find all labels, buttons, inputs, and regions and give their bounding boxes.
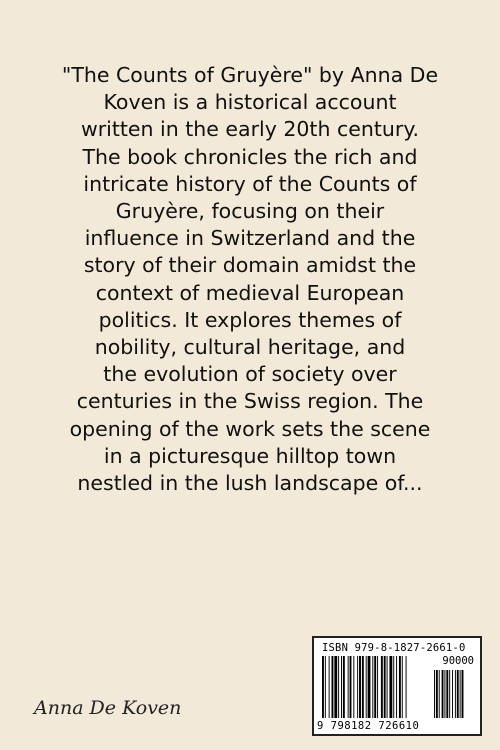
barcode-bar: [389, 656, 392, 718]
barcode-bar: [387, 656, 388, 718]
barcode-addon-bar: [455, 670, 456, 718]
barcode-digits: 9 798182 726610: [317, 720, 420, 732]
barcode-addon-bar: [457, 670, 459, 718]
blurb-line: the evolution of society over: [103, 362, 397, 387]
barcode-bar: [348, 656, 349, 718]
barcode-bar: [322, 656, 324, 718]
barcode-bar: [402, 656, 403, 718]
barcode-bar: [353, 656, 354, 718]
back-cover-blurb: [40, 62, 460, 497]
barcode-addon-bar: [460, 670, 461, 718]
barcode-bar: [362, 656, 364, 718]
blurb-line: context of medieval European: [95, 280, 405, 305]
barcode-bar: [359, 656, 361, 718]
barcode-bar: [341, 656, 342, 718]
barcode-bar: [334, 656, 337, 718]
barcode-bar: [406, 656, 407, 718]
blurb-line: nestled in the lush landscape of...: [77, 471, 423, 496]
blurb-line: opening of the work sets the scene: [69, 416, 431, 441]
barcode-bar: [381, 656, 383, 718]
barcode-bar: [350, 656, 352, 718]
blurb-line: influence in Switzerland and the: [84, 226, 416, 251]
barcode-bars: [322, 656, 477, 720]
blurb-line: Koven is a historical account: [103, 90, 397, 115]
barcode-bar: [374, 656, 376, 718]
barcode-bar: [393, 656, 394, 718]
author-name: Anna De Koven: [34, 697, 182, 719]
barcode-bar: [366, 656, 367, 718]
barcode-addon-bar: [444, 670, 445, 718]
barcode-bar: [372, 656, 373, 718]
blurb-line: The book chronicles the rich and: [82, 144, 418, 169]
blurb-line: in a picturesque hilltop town: [103, 443, 397, 468]
barcode-bar: [384, 656, 386, 718]
barcode-bar: [332, 656, 334, 718]
barcode-bar: [338, 656, 339, 718]
barcode-bar: [357, 656, 358, 718]
barcode-addon-bar: [434, 670, 435, 718]
blurb-line: story of their domain amidst the: [83, 253, 417, 278]
barcode-addon-bar: [462, 670, 464, 718]
blurb-line: nobility, cultural heritage, and: [94, 335, 406, 360]
barcode-addon-bar: [439, 670, 440, 718]
barcode-bar: [396, 656, 397, 718]
isbn-barcode: [312, 636, 482, 736]
barcode-addon-bar: [446, 670, 448, 718]
blurb-line: politics. It explores themes of: [98, 307, 402, 332]
barcode-bar: [399, 656, 401, 718]
barcode-addon-bar: [449, 670, 450, 718]
barcode-bar: [377, 656, 378, 718]
blurb-line: intricate history of the Counts of: [83, 171, 417, 196]
barcode-bar: [343, 656, 345, 718]
barcode-bar: [368, 656, 371, 718]
blurb-line: Gruyère, focusing on their: [115, 199, 385, 224]
barcode-bar: [329, 656, 330, 718]
blurb-line: centuries in the Swiss region. The: [76, 389, 424, 414]
barcode-bar: [325, 656, 326, 718]
barcode-addon-bar: [442, 670, 444, 718]
isbn-label: ISBN 979-8-1827-2661-0: [322, 642, 466, 654]
blurb-line: "The Counts of Gruyère" by Anna De: [61, 63, 439, 87]
price-addon-code: 90000: [442, 655, 474, 667]
barcode-addon-bar: [436, 670, 438, 718]
barcode-addon-bar: [452, 670, 453, 718]
blurb-line: written in the early 20th century.: [80, 117, 420, 142]
